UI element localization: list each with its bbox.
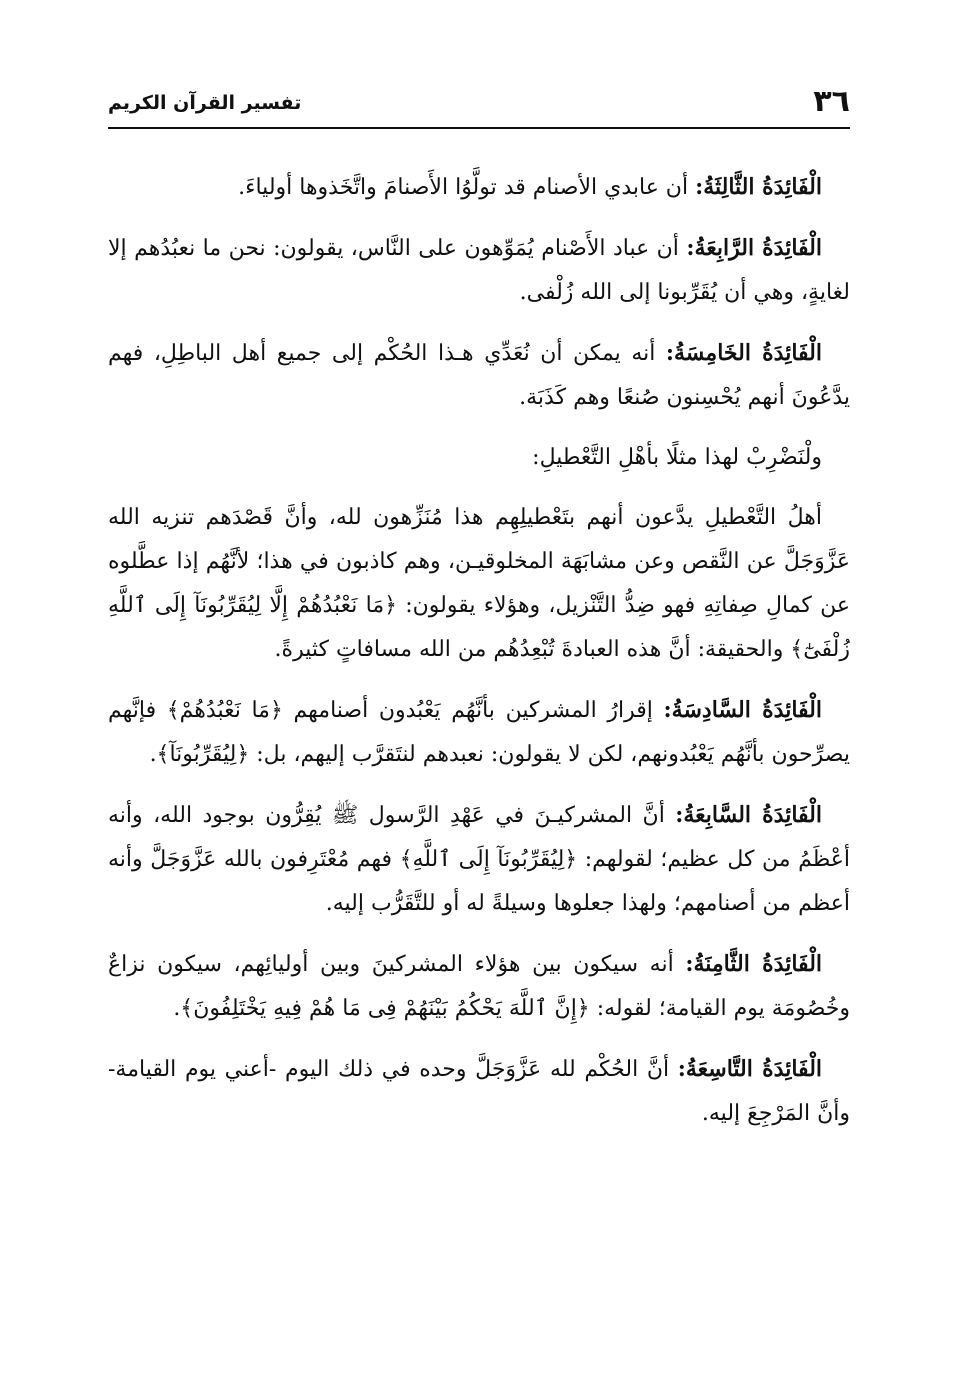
- paragraph-benefit-6: [108, 688, 850, 777]
- page-number: ٣٦: [813, 84, 850, 119]
- paragraph-example-body: [108, 496, 850, 672]
- paragraph-lead: الْفَائِدَةُ الرَّابِعَةُ:: [686, 235, 822, 261]
- paragraph-benefit-9: [108, 1047, 850, 1136]
- paragraph-lead: الْفَائِدَةُ الخَامِسَةُ:: [665, 340, 822, 366]
- paragraph-text: أهلُ التَّعْطيلِ يدَّعون أنهم بتَعْطيلِهِم هذا مُنَزِّهون لله، وأنَّ قَصْدَهم تنزيه الله عَزَّوَجَلَّ عن النَّقص وعن مشابَهَة المخلوقيـن، وهم كاذبون في هذا؛ لأنَّهُم إذا عطَّلوه عن كمالِ صِفاتِهِ فهو ضِدُّ التَّنْزيل، وهؤلاء يقولون: ﴿مَا نَعْبُدُهُمْ إِلَّا لِيُقَرِّبُونَآ إِلَى ٱللَّهِ زُلْفَىٰٓ﴾ والحقيقة: أنَّ هذه العبادةَ تُبْعِدُهُم من الله مسافاتٍ كثيرةً.: [108, 505, 850, 662]
- paragraph-benefit-4: [108, 226, 850, 315]
- paragraph-text: أنه يمكن أن نُعَدِّي هـذا الحُكْم إلى جميع أهل الباطِلِ، فهم يدَّعُونَ أنهم يُحْسِنون صُنعًا وهم كَذَبَة.: [108, 341, 850, 410]
- body-text: [108, 165, 850, 1152]
- paragraph-text: أن عباد الأَصْنام يُمَوِّهون على النَّاس، يقولون: نحن ما نعبُدُهم إلا لغايةٍ، وهي أن يُقَرِّبونا إلى الله زُلْفى.: [108, 236, 850, 305]
- running-title: تفسير القرآن الكريم: [108, 92, 302, 114]
- paragraph-lead: الْفَائِدَةُ الثَّالِثَةُ:: [695, 174, 822, 200]
- paragraph-lead: الْفَائِدَةُ الثَّامِنَةُ:: [685, 951, 823, 977]
- paragraph-benefit-8: [108, 942, 850, 1031]
- page-header: [108, 82, 850, 126]
- paragraph-text: إقرارُ المشركين بأنَّهُم يَعْبُدون أصنامهم ﴿مَا نَعْبُدُهُمْ﴾ فإنَّهم يصرِّحون بأنَّهُم يَعْبُدونهم، لكن لا يقولون: نعبدهم لنتَقرَّب إليهم، بل: ﴿لِيُقَرِّبُونَآ﴾.: [108, 698, 850, 767]
- paragraph-text: أنَّ المشركيـنَ في عَهْدِ الرَّسول ﷺ يُقِرُّون بوجود الله، وأنه أعْظَمُ من كل عظيم؛ لقولهم: ﴿لِيُقَرِّبُونَآ إِلَى ٱللَّهِ﴾ فهم مُعْتَرِفون بالله عَزَّوَجَلَّ وأنه أعظم من أصنامهم؛ ولهذا جعلوها وسيلةً له أو للتَّقَرُّب إليه.: [108, 803, 850, 916]
- paragraph-lead: الْفَائِدَةُ التَّاسِعَةُ:: [677, 1056, 823, 1082]
- paragraph-text: أن عابدي الأصنام قد تولَّوُا الأَصنامَ واتَّخَذوها أولياءَ.: [238, 175, 696, 200]
- paragraph-lead: الْفَائِدَةُ السَّابِعَةُ:: [675, 802, 822, 828]
- paragraph-text: أنَّ الحُكْم لله عَزَّوَجَلَّ وحده في ذلك اليوم -أعني يوم القيامة- وأنَّ المَرْجِعَ إليه.: [108, 1057, 850, 1126]
- paragraph-lead: الْفَائِدَةُ السَّادِسَةُ:: [663, 697, 822, 723]
- header-divider: [108, 127, 850, 129]
- paragraph-example-intro: [108, 436, 850, 480]
- paragraph-benefit-3: [108, 165, 850, 210]
- paragraph-text: ولْنَضْرِبْ لهذا مثلًا بأهْلِ التَّعْطيلِ:: [532, 445, 822, 470]
- paragraph-text: أنه سيكون بين هؤلاء المشركينَ وبين أوليائِهم، سيكون نزاعٌ وخُصُومَة يوم القيامة؛ لقوله: ﴿إِنَّ ٱللَّهَ يَحْكُمُ بَيْنَهُمْ فِى مَا هُمْ فِيهِ يَخْتَلِفُونَ﴾.: [108, 952, 850, 1021]
- paragraph-benefit-5: [108, 331, 850, 420]
- paragraph-benefit-7: [108, 793, 850, 926]
